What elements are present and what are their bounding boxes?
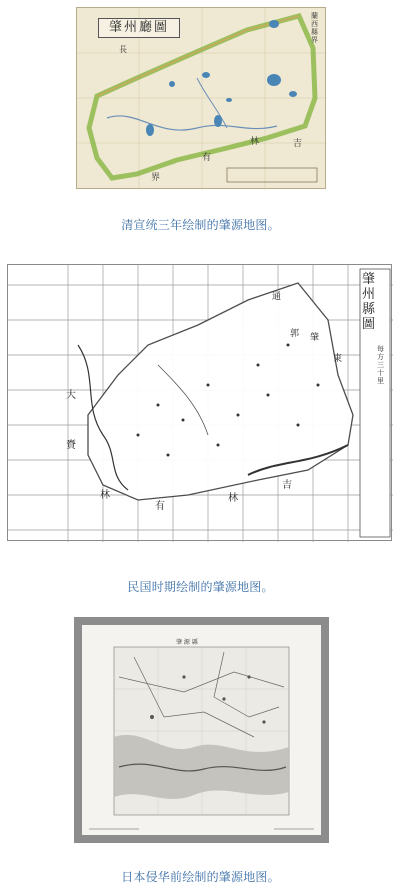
qing-map-label-lanxi: 蘭西縣界 [311,12,318,44]
japanese-map-image [74,617,329,843]
republic-map-image [7,264,392,541]
republic-map-subtitle: 每方三十里 [377,345,384,385]
republic-map-label-you: 有 [155,501,165,512]
japanese-map-sheet-title: 肇 源 縣 [176,639,198,646]
republic-map-title: 肇州縣圖 [362,272,376,332]
qing-map-title-box [98,18,180,38]
republic-map-label-zhao: 肇 [310,333,320,343]
qing-map-label-chang: 長 [119,45,127,54]
qing-map-caption: 清宣统三年绘制的肇源地图。 [121,218,280,232]
republic-map-caption: 民国时期绘制的肇源地图。 [127,580,274,594]
qing-map-label-you: 有 [202,153,212,163]
qing-map-label-ji: 吉 [293,139,303,149]
republic-map-label-tong: 通 [272,292,282,302]
japanese-map-caption: 日本侵华前绘制的肇源地图。 [121,870,280,884]
qing-map-label-lin: 林 [250,137,260,147]
republic-map-label-lin: 林 [228,493,238,504]
republic-map-label-lin2: 林 [100,490,110,501]
qing-map-title: 肇州廳圖 [108,20,169,35]
republic-map-label-guo: 郭 [290,329,300,339]
qing-map-label-jie: 界 [151,173,161,183]
republic-map-label-lai: 賚 [66,440,76,451]
republic-map-label-ji: 吉 [282,480,292,491]
republic-map-label-dong: 東 [333,354,343,364]
republic-map-label-da: 大 [66,390,76,401]
